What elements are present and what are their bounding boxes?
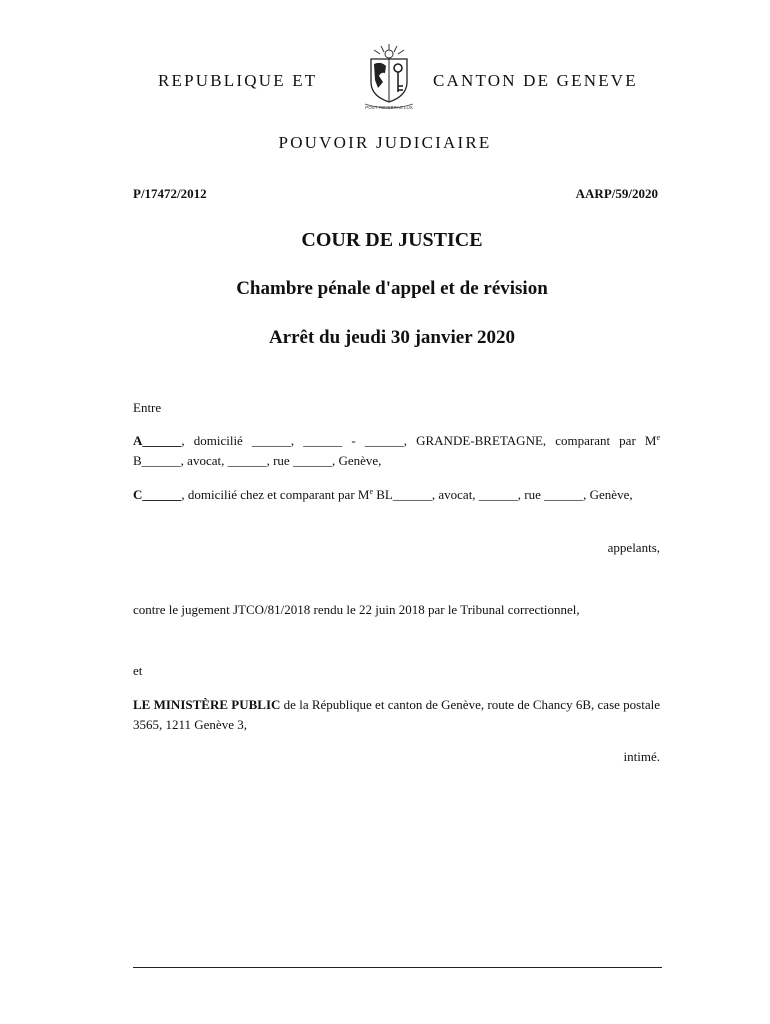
et-label: et	[133, 663, 143, 678]
party-c-sup: e	[369, 487, 374, 496]
party-a-paragraph	[133, 431, 660, 471]
ministere-name: LE MINISTÈRE PUBLIC	[133, 697, 281, 712]
decision-date-title: Arrêt du jeudi 30 janvier 2020	[268, 327, 516, 348]
party-a-sup: e	[656, 433, 660, 442]
appelants-label: appelants,	[607, 540, 660, 555]
court-title: COUR DE JUSTICE	[301, 229, 483, 251]
party-a-text-1: , domicilié ______, ______ - ______, GRANDE-BRETAGNE, comparant par M	[181, 433, 657, 448]
footer-divider	[133, 967, 662, 968]
entre-label: Entre	[133, 400, 162, 415]
ministere-paragraph	[133, 695, 660, 735]
procedure-number: P/17472/2012	[133, 186, 207, 201]
institution-title: POUVOIR JUDICIAIRE	[278, 133, 492, 152]
decision-number: AARP/59/2020	[575, 186, 658, 201]
party-c-name: C______	[133, 487, 182, 502]
crest-motto: POST TENEBRAS LUX	[365, 105, 413, 110]
party-a-text-2: B______, avocat, ______, rue ______, Genève,	[133, 453, 382, 468]
ministere-text: de la République et canton de Genève, route de Chancy 6B, case postale 3565, 1211 Genève 3,	[133, 697, 660, 732]
header-canton: CANTON DE GENEVE	[433, 71, 638, 90]
chamber-title: Chambre pénale d'appel et de révision	[236, 278, 548, 299]
party-c-text-1: , domicilié chez et comparant par M	[181, 487, 370, 502]
contre-paragraph: contre le jugement JTCO/81/2018 rendu le 22 juin 2018 par le Tribunal correctionnel,	[133, 602, 580, 617]
intime-label: intimé.	[623, 749, 660, 764]
party-a-name: A______	[133, 433, 182, 448]
geneva-coat-of-arms-icon	[359, 42, 419, 112]
party-c-text-2: BL______, avocat, ______, rue ______, Genève,	[373, 487, 633, 502]
party-c-paragraph	[133, 485, 660, 505]
header-republique: REPUBLIQUE ET	[158, 71, 318, 90]
